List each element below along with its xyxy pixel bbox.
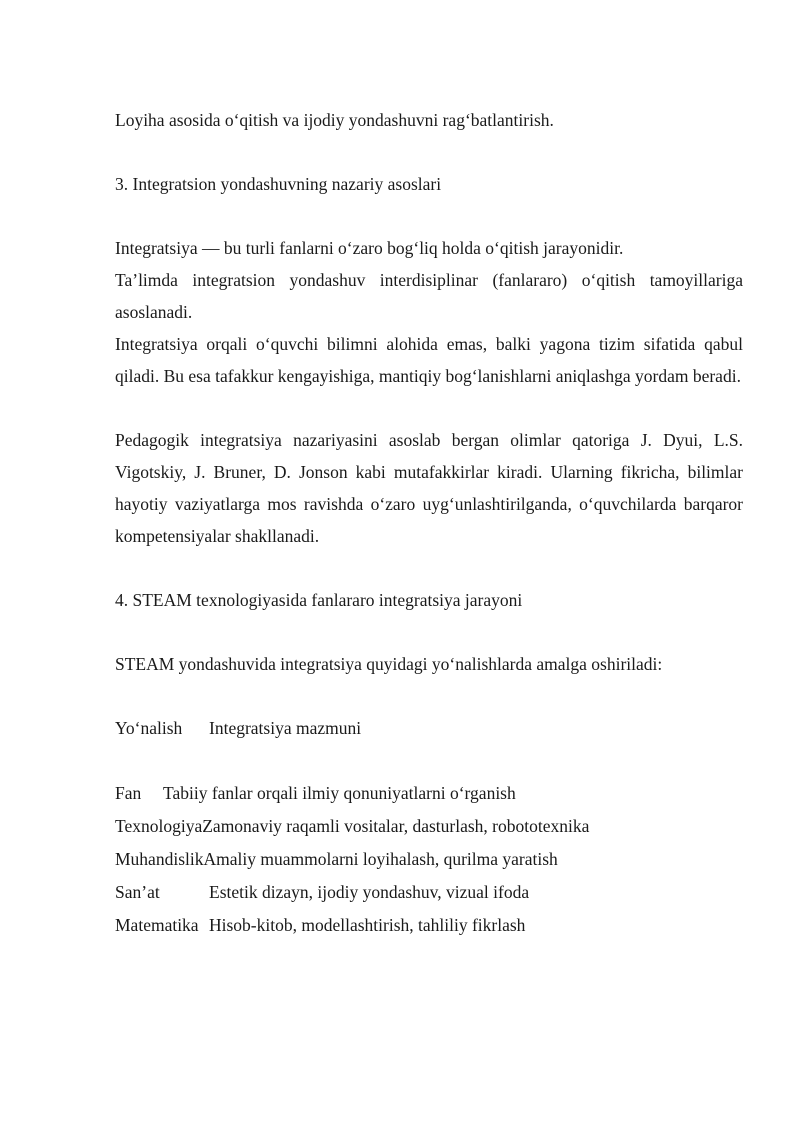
table-header-direction: Yo‘nalish (115, 718, 183, 738)
table-cell-content: Amaliy muammolarni loyihalash, qurilma yaratish (203, 849, 558, 869)
table-cell-content: Zamonaviy raqamli vositalar, dasturlash, robototexnika (202, 816, 590, 836)
table-cell-content: Hisob-kitob, modellashtirish, tahliliy fikrlash (209, 915, 526, 935)
table-cell-direction: Fan (115, 783, 142, 803)
table-cell-content: Tabiiy fanlar orqali ilmiy qonuniyatlarni o‘rganish (163, 783, 516, 803)
table-cell-content: Estetik dizayn, ijodiy yondashuv, vizual ifoda (209, 882, 530, 902)
table-cell-direction: Matematika (115, 915, 199, 935)
section-3-heading: 3. Integratsion yondashuvning nazariy asoslari (115, 174, 442, 194)
table-cell-direction: San’at (115, 882, 160, 902)
table-row (115, 810, 743, 843)
section-3-paragraph-2: Ta’limda integratsion yondashuv interdisiplinar (fanlararo) o‘qitish tamoyillariga asoslanadi. (115, 270, 743, 322)
section-3-paragraph-4: Pedagogik integratsiya nazariyasini asoslab bergan olimlar qatoriga J. Dyui, L.S. Vigotskiy, J. Bruner, D. Jonson kabi mutafakkirlar kiradi. Ularning fikricha, bilimlar hayotiy vaziyatlarga mos ravishda o‘zaro uyg‘unlashtirilganda, o‘quvchilarda barqaror kompetensiyalar shakllanadi. (115, 430, 743, 546)
table-header-row (115, 712, 743, 745)
table-cell-direction: Muhandislik (115, 849, 204, 869)
table-cell-direction: Texnologiya (115, 816, 203, 836)
document-page (115, 104, 743, 942)
section-4-heading: 4. STEAM texnologiyasida fanlararo integratsiya jarayoni (115, 590, 523, 610)
intro-line: Loyiha asosida o‘qitish va ijodiy yondashuvni rag‘batlantirish. (115, 110, 554, 130)
table-row (115, 777, 743, 810)
table-row (115, 909, 743, 942)
table-row (115, 843, 743, 876)
section-4-paragraph-1: STEAM yondashuvida integratsiya quyidagi yo‘nalishlarda amalga oshiriladi: (115, 654, 663, 674)
table-row (115, 876, 743, 909)
section-3-paragraph-1: Integratsiya — bu turli fanlarni o‘zaro bog‘liq holda o‘qitish jarayonidir. (115, 238, 624, 258)
section-3-paragraph-3: Integratsiya orqali o‘quvchi bilimni alohida emas, balki yagona tizim sifatida qabul qiladi. Bu esa tafakkur kengayishiga, mantiqiy bog‘lanishlarni aniqlashga yordam beradi. (115, 334, 743, 386)
table-header-content: Integratsiya mazmuni (209, 718, 362, 738)
